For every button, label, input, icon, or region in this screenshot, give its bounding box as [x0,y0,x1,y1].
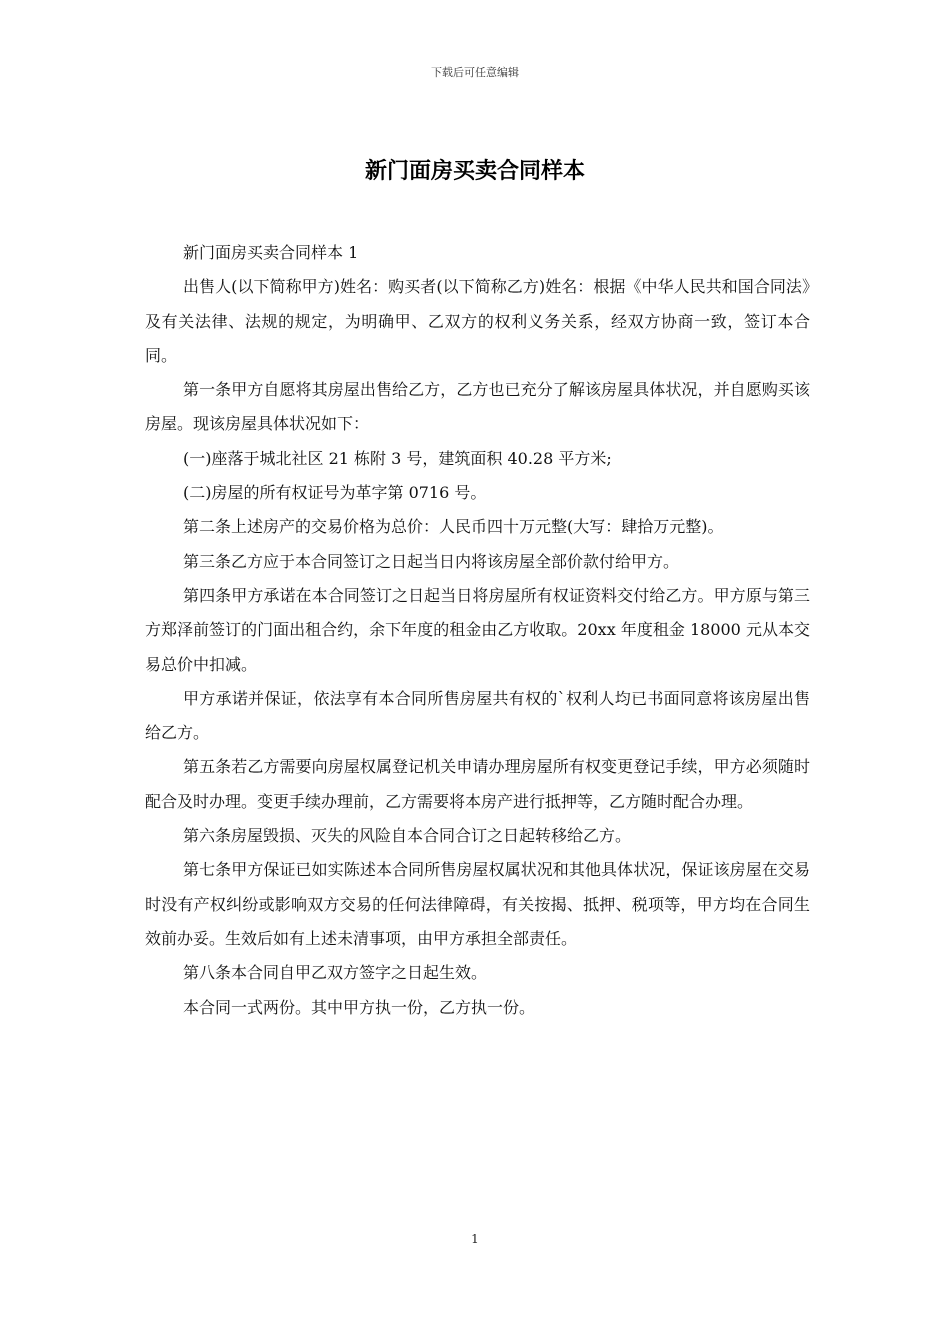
paragraph-article-1: 第一条甲方自愿将其房屋出售给乙方，乙方也已充分了解该房屋具体状况，并自愿购买该房屋。现该房屋具体状况如下： [145,380,810,434]
document-body [145,236,810,1025]
document-title: 新门面房买卖合同样本 [364,158,585,184]
page-number: 1 [471,1232,479,1246]
paragraph-copies: 本合同一式两份。其中甲方执一份，乙方执一份。 [183,997,536,1017]
paragraph-article-3: 第三条乙方应于本合同签订之日起当日内将该房屋全部价款付给甲方。 [183,551,680,571]
paragraph-guarantee: 甲方承诺并保证，依法享有本合同所售房屋共有权的`权利人均已书面同意将该房屋出售给乙方。 [145,688,810,743]
paragraph-item-2: (二)房屋的所有权证号为革字第 0716 号。 [183,483,487,503]
paragraph-article-2: 第二条上述房产的交易价格为总价：人民币四十万元整(大写：肆拾万元整)。 [183,517,724,537]
paragraph-article-5: 第五条若乙方需要向房屋权属登记机关申请办理房屋所有权变更登记手续，甲方必须随时配合及时办理。变更手续办理前，乙方需要将本房产进行抵押等，乙方随时配合办理。 [145,757,810,811]
paragraph-article-4: 第四条甲方承诺在本合同签订之日起当日将房屋所有权证资料交付给乙方。甲方原与第三方郑泽前签订的门面出租合约，余下年度的租金由乙方收取。20xx 年度租金 18000 元从本交易总价中扣减。 [145,585,810,674]
header-note: 下载后可任意编辑 [431,66,519,79]
paragraph-subtitle: 新门面房买卖合同样本 1 [183,243,359,262]
paragraph-parties: 出售人(以下简称甲方)姓名：购买者(以下简称乙方)姓名：根据《中华人民共和国合同法》及有关法律、法规的规定，为明确甲、乙双方的权利义务关系，经双方协商一致，签订本合同。 [145,277,810,365]
paragraph-article-8: 第八条本合同自甲乙双方签字之日起生效。 [183,963,488,983]
paragraph-article-6: 第六条房屋毁损、灭失的风险自本合同合订之日起转移给乙方。 [183,826,632,846]
paragraph-article-7: 第七条甲方保证已如实陈述本合同所售房屋权属状况和其他具体状况，保证该房屋在交易时没有产权纠纷或影响双方交易的任何法律障碍，有关按揭、抵押、税项等，甲方均在合同生效前办妥。生效后如有上述未清事项，由甲方承担全部责任。 [145,860,810,948]
paragraph-item-1: (一)座落于城北社区 21 栋附 3 号，建筑面积 40.28 平方米; [183,448,612,468]
